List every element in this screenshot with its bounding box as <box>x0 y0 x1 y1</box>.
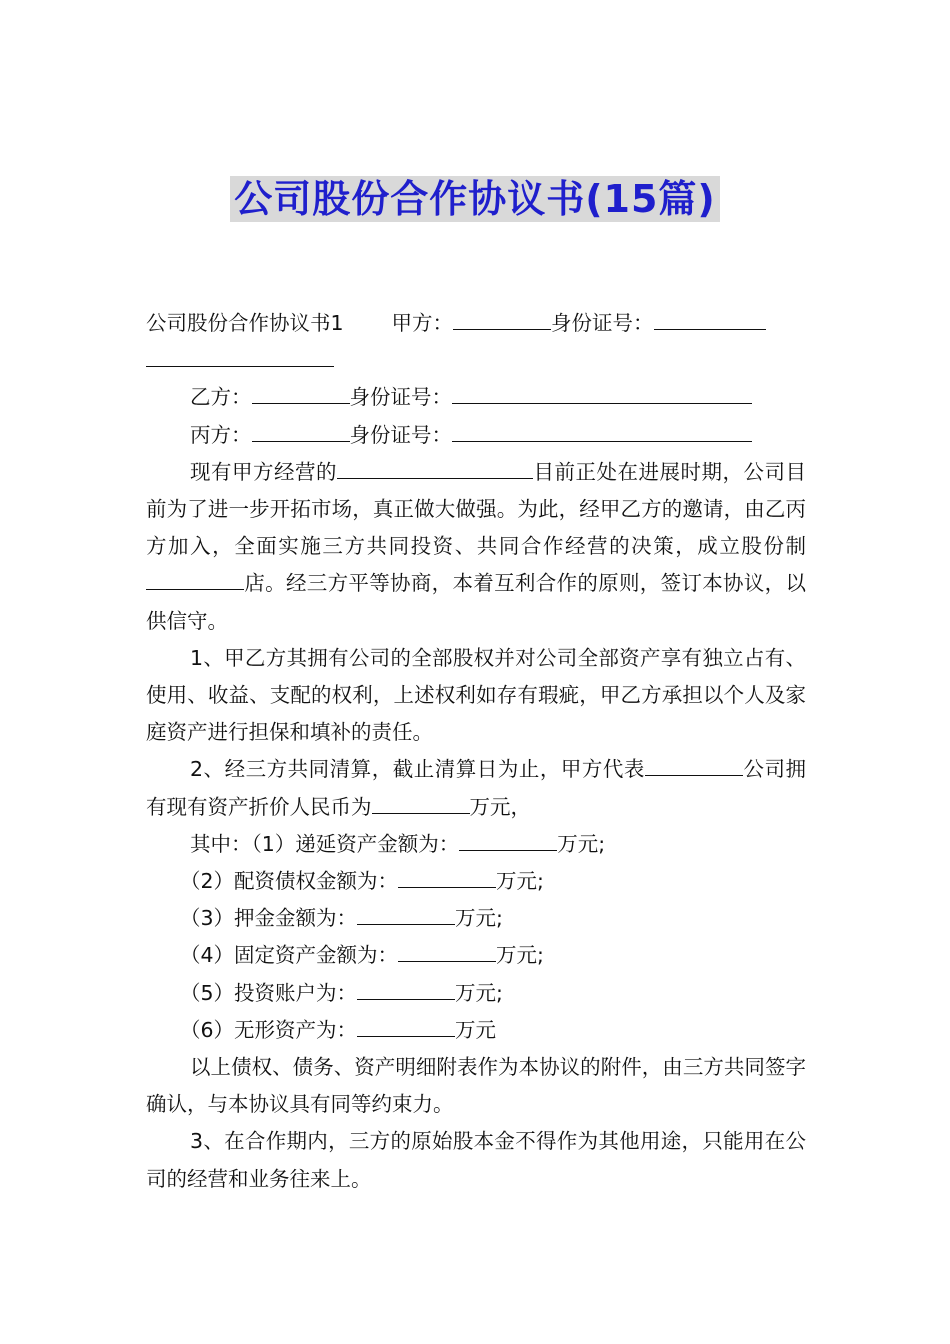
item-1-label: 其中：（1）递延资产金额为： <box>190 831 460 856</box>
item-5-label: （5）投资账户为： <box>180 980 358 1005</box>
item-3-blank <box>357 902 455 925</box>
item-2-label: （2）配资债权金额为： <box>180 869 399 894</box>
asset-value-blank <box>372 791 470 814</box>
party-b-id-blank <box>452 381 752 404</box>
item-1-unit: 万元; <box>557 831 606 856</box>
representative-blank <box>645 753 743 776</box>
paragraph-item-1 <box>146 826 806 863</box>
party-c-label: 丙方： <box>190 422 252 447</box>
paragraph-party-c <box>146 417 806 454</box>
party-a-id-label: 身份证号： <box>551 311 654 335</box>
clause-2-text-a: 2、经三方共同清算，截止清算日为止，甲方代表 <box>190 757 645 782</box>
item-5-unit: 万元; <box>455 980 503 1005</box>
item-5-blank <box>357 977 455 1000</box>
party-a-id-blank <box>654 307 766 330</box>
party-b-id-label: 身份证号： <box>349 385 452 410</box>
party-a-id-blank-continued <box>146 344 334 367</box>
intro-text-c: 店。经三方平等协商，本着互利合作的原则，签订本协议，以供信守。 <box>146 571 806 633</box>
heading-inline: 公司股份合作协议书1 <box>146 311 344 335</box>
item-1-blank <box>459 828 557 851</box>
paragraph-item-3 <box>146 900 806 937</box>
paragraph-clause-2 <box>146 751 806 825</box>
business-blank <box>337 456 533 479</box>
store-blank <box>146 567 244 590</box>
party-c-id-label: 身份证号： <box>349 422 452 447</box>
document-body <box>146 305 806 1198</box>
party-c-id-blank <box>452 419 752 442</box>
item-6-blank <box>357 1014 455 1037</box>
party-a-label: 甲方： <box>391 311 454 335</box>
intro-text-b: 目前正处在进展时期，公司目前为了进一步开拓市场，真正做大做强。为此，经甲乙方的邀请，由乙丙方加入，全面实施三方共同投资、共同合作经营的决策，成立股份制 <box>146 459 806 559</box>
party-b-label: 乙方： <box>190 385 252 410</box>
paragraph-intro <box>146 454 806 640</box>
paragraph-item-5 <box>146 975 806 1012</box>
paragraph-clause-3: 3、在合作期内，三方的原始股本金不得作为其他用途，只能用在公司的经营和业务往来上。 <box>146 1129 806 1191</box>
item-3-unit: 万元; <box>455 906 503 931</box>
paragraph-parties-a <box>146 305 806 379</box>
document-title: 公司股份合作协议书(15篇) <box>230 176 720 222</box>
paragraph-party-b <box>146 379 806 416</box>
party-c-blank <box>252 419 350 442</box>
clause-2-text-b: 公司拥有现有资产折价人民币为 <box>146 757 807 819</box>
clause-2-text-c: 万元， <box>469 794 531 819</box>
item-4-unit: 万元; <box>496 943 544 968</box>
paragraph-item-4 <box>146 937 806 974</box>
item-4-label: （4）固定资产金额为： <box>180 943 399 968</box>
item-6-unit: 万元 <box>455 1017 497 1042</box>
party-b-blank <box>252 381 350 404</box>
paragraph-item-2 <box>146 863 806 900</box>
paragraph-attachments: 以上债权、债务、资产明细附表作为本协议的附件，由三方共同签字确认，与本协议具有同等约束力。 <box>146 1055 806 1117</box>
title-container <box>0 176 950 222</box>
intro-text-a: 现有甲方经营的 <box>190 459 337 484</box>
item-2-blank <box>398 865 496 888</box>
item-3-label: （3）押金金额为： <box>180 906 358 931</box>
item-2-unit: 万元; <box>496 869 544 894</box>
paragraph-clause-1: 1、甲乙方其拥有公司的全部股权并对公司全部资产享有独立占有、使用、收益、支配的权利，上述权利如存有瑕疵，甲乙方承担以个人及家庭资产进行担保和填补的责任。 <box>146 645 806 745</box>
party-a-blank <box>453 307 551 330</box>
item-4-blank <box>398 939 496 962</box>
paragraph-item-6 <box>146 1012 806 1049</box>
item-6-label: （6）无形资产为： <box>180 1017 358 1042</box>
